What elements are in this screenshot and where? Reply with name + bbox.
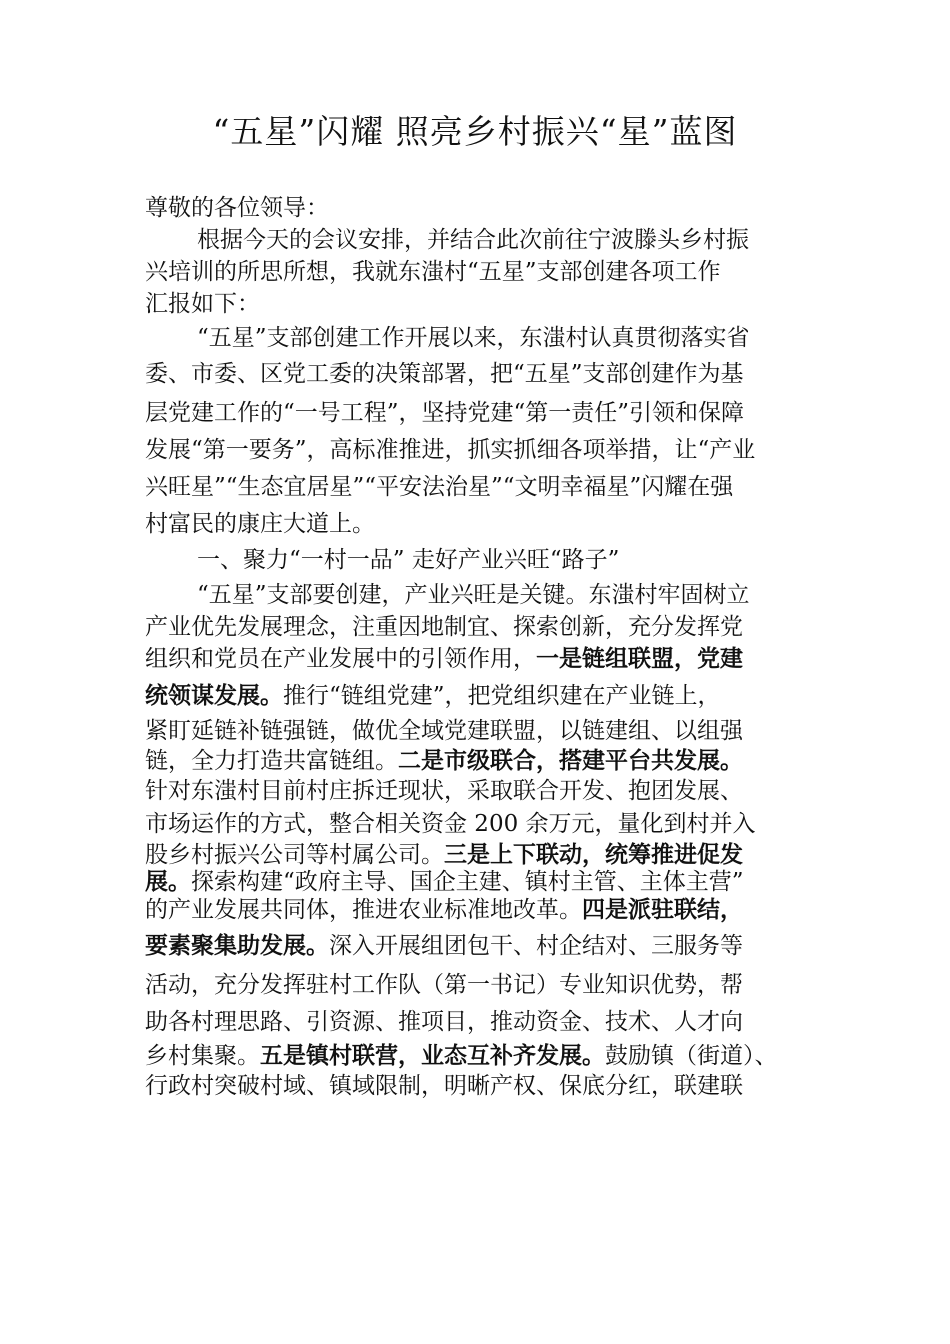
paragraph-line: 助各村理思路、引资源、推项目，推动资金、技术、人才向 — [145, 1009, 743, 1035]
paragraph-text: 股乡村振兴公司等村属公司。 — [145, 842, 444, 868]
section-heading: 一、聚力“一村一品” 走好产业兴旺“路子” — [197, 547, 620, 573]
bold-point-4-cont: 要素聚集助发展。 — [145, 933, 329, 959]
paragraph-line: “五星”支部创建工作开展以来，东滍村认真贯彻落实省 — [197, 325, 750, 351]
paragraph-text: 的产业发展共同体，推进农业标准地改革。 — [145, 897, 582, 923]
paragraph-text: 鼓励镇（街道）、 — [605, 1043, 778, 1069]
paragraph-line: “五星”支部要创建，产业兴旺是关键。东滍村牢固树立 — [197, 582, 750, 608]
bold-point-3-cont: 展。 — [145, 869, 191, 895]
paragraph-line — [145, 842, 813, 868]
paragraph-text: 推行“链组党建”，把党组织建在产业链上， — [283, 683, 721, 709]
document-title: “五星”闪耀 照亮乡村振兴“星”蓝图 — [212, 112, 738, 151]
paragraph-line: 紧盯延链补链强链，做优全域党建联盟，以链建组、以组强 — [145, 718, 743, 744]
document-body — [145, 192, 813, 1102]
bold-point-3: 三是上下联动，统筹推进促发 — [444, 842, 743, 868]
paragraph-line: 委、市委、区党工委的决策部署，把“五星”支部创建作为基 — [145, 361, 744, 387]
paragraph-line: 兴旺星”“生态宜居星”“平安法治星”“文明幸福星”闪耀在强 — [145, 474, 734, 500]
paragraph-line: 针对东滍村目前村庄拆迁现状，采取联合开发、抱团发展、 — [145, 778, 743, 804]
paragraph-text: 探索构建“政府主导、国企主建、镇村主管、主体主营” — [191, 869, 744, 895]
salutation: 尊敬的各位领导： — [145, 195, 329, 221]
paragraph-line: 汇报如下： — [145, 291, 260, 317]
paragraph-line — [145, 924, 813, 968]
bold-point-1: 一是链组联盟，党建 — [536, 646, 743, 672]
paragraph-line: 活动，充分发挥驻村工作队（第一书记）专业知识优势，帮 — [145, 972, 743, 998]
bold-point-2: 二是市级联合，搭建平台共发展。 — [398, 748, 743, 774]
paragraph-text: 乡村集聚。 — [145, 1043, 260, 1069]
paragraph-line: 产业优先发展理念，注重因地制宜、探索创新，充分发挥党 — [145, 614, 743, 640]
bold-point-1-cont: 统领谋发展。 — [145, 683, 283, 709]
bold-point-5: 五是镇村联营，业态互补齐发展。 — [260, 1043, 605, 1069]
paragraph-line: 层党建工作的“一号工程”，坚持党建“第一责任”引领和保障 — [145, 400, 745, 426]
paragraph-line: 兴培训的所思所想，我就东滍村“五星”支部创建各项工作 — [145, 259, 721, 285]
paragraph-line — [145, 676, 813, 716]
paragraph-text: 组织和党员在产业发展中的引领作用， — [145, 646, 536, 672]
paragraph-line: 根据今天的会议安排，并结合此次前往宁波滕头乡村振 — [197, 227, 749, 253]
paragraph-line: 市场运作的方式，整合相关资金 200 余万元，量化到村并入 — [145, 811, 756, 837]
paragraph-line: 发展“第一要务”，高标准推进，抓实抓细各项举措，让“产业 — [145, 437, 756, 463]
paragraph-line — [145, 868, 813, 896]
paragraph-text: 链，全力打造共富链组。 — [145, 748, 398, 774]
paragraph-line — [145, 746, 813, 776]
paragraph-line: 村富民的康庄大道上。 — [145, 511, 375, 537]
paragraph-line — [145, 1042, 813, 1070]
paragraph-line — [145, 642, 813, 676]
bold-point-4: 四是派驻联结， — [582, 897, 743, 923]
paragraph-text: 深入开展组团包干、村企结对、三服务等 — [329, 933, 743, 959]
paragraph-line — [145, 896, 813, 924]
paragraph-line: 行政村突破村域、镇域限制，明晰产权、保底分红，联建联 — [145, 1073, 743, 1099]
